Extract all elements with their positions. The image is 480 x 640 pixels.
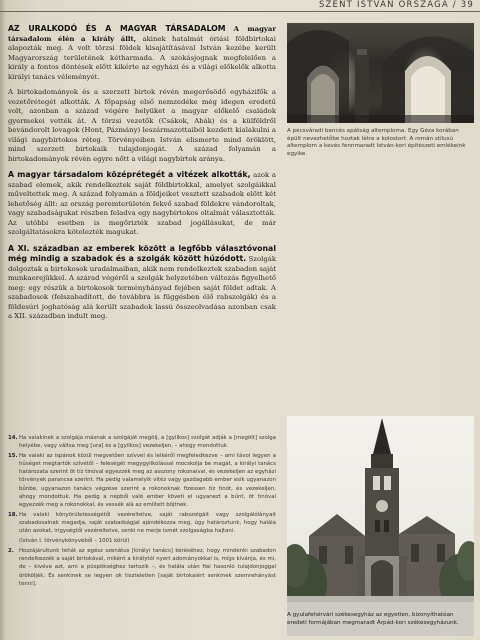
- note-text: Ha valaki könyörületességétől vezéreltetve, saját rabszolgáit vagy szolgálólányait szabadosainak megadja, saját szabadságjal ajándékozza meg, úgy határoztunk, hogy halála után azokat, irigységtől vezéreltetve, senki ne merje ismét szolgaságba hajtani.: [19, 511, 276, 535]
- cathedral-illustration: [287, 416, 474, 636]
- section-title: AZ URALKODÓ ÉS A MAGYAR TÁRSADALOM: [8, 24, 226, 33]
- paragraph-4-lead: A XI. században az emberek között a legfőbb választóvonal még mindig a szabadok és a szolgák között húzódott.: [8, 243, 276, 263]
- source-note: [8, 547, 276, 587]
- cathedral-photo-caption: A gyulafehérvári székesegyház az egyetlen, bizonyíthatóan eredeti formájában megmaradt Árpád-kori székesegyházunk.: [287, 612, 459, 626]
- note-number: 18.: [8, 511, 18, 518]
- source-notes: [8, 434, 276, 590]
- note-number: 14.: [8, 435, 18, 441]
- paragraph-1: [8, 24, 276, 82]
- crypt-photo: [287, 23, 474, 123]
- paragraph-3-lead: A magyar társadalom középrétegét a vitézek alkották,: [8, 170, 251, 179]
- running-header: [0, 0, 480, 12]
- note-text: Ha valakinek a szolgája másnak a szolgáját megölj, a [gyilkos] szolgát adják a [megölt] szolga helyébe, vagy váltsa meg [ura] és a [gyilkos] vezekeljen, – ahogy mondottuk.: [19, 435, 276, 450]
- note-text: Hozzájárultunk tehát az egész szenátus [királyi tanács] kéréséhez, hogy mindenki szabadon rendelkezzék a saját birtokával, miként a királytól nyert adományokkal is, mígs kívánja, és mi, de – kivéve azt, ami a püspökséghez tartozik –, és halála után fiai hasonló tulajdonjoggal örököljék. És senkinek se legyen ok tiszteletlen [saját birtokaiért senkinek szemrehányást tenni].: [19, 548, 276, 587]
- source-attribution: [8, 537, 276, 545]
- source-note: [8, 511, 276, 535]
- running-title: SZENT ISTVÁN ORSZÁGA / 39: [318, 0, 474, 10]
- note-text: Ha valaki az ispánok közül megvetően szívvel és lelkéről megfeledkezve – ami távol legyen a hűséget megtartók szívétől – feleségét megygyilkolással mocskolja be magát, a királyi tanács határozata szerint öt tíz tinóval egyezzék meg az asszony rokonaival, és vezekeljen az egyházi törvények parancsa szerint. Ha pedig valamelyik vitéz vagy gazdagabb ember esik ugyanazon bűnbe, ugyanazon tanács végzése szerint a rokonoknak fizessen tíz tinót, és vezekeljen, ahogy mondottuk. Ha pedig a népből való ember követi el ugyanezt a bűnt, öt tinóval egyezzék meg a rokonokkal, és vessék alá az említett böjtnek.: [19, 453, 276, 508]
- source-note: [8, 434, 276, 450]
- note-number: 15.: [8, 453, 18, 460]
- source-note: [8, 452, 276, 509]
- paragraph-4: [8, 244, 276, 322]
- cathedral-photo: [287, 416, 474, 636]
- paragraph-3-body: azok a szabad elemek, akik rendelkeztek saját földbirtokkal, amelyet szolgáikkal műveltettek meg. A század folyamán a földjeiket vesztett szabadok előtt két lehetőség állt: az ország peremterületén fekvő szabad földekre vándoroltak, vagy szabadságukat részben feladva egy nagybirtokos oltalmát választották. Az utóbbi esetben is megőrizték szabad jogállásukat, de már szolgáltatásokra kötelezték magukat.: [8, 171, 276, 236]
- note-text: (István I. törvénykönyvéből – 1001 körül): [19, 538, 130, 545]
- main-text-column: [8, 24, 276, 328]
- crypt-arches-illustration: [287, 23, 474, 123]
- paragraph-1-body: akinek hatalmát óriási földbirtokai alapozták meg. A volt törzsi földek kisajátításával István kezébe került Magyarország területének kétharmada. A szokásjognak megfelelően a király a fontos döntések előtt kikérte az egyházi és a világi előkelők alkotta királyi tanács véleményét.: [8, 34, 276, 81]
- paragraph-2: A birtokadományok és a szerzett birtok révén megerősödő egyházifők a vezetőrétegét alkották. A főpapság első nemzedéke még idegen eredetű volt, azonban a század végére helyüket a magyar előkelő családok gyermekei vették át. A törzsi vezetők (Csákok, Abák) és a külföldről bevándorolt lovagok (Hont, Pázmány) leszármazottaiból kezdett kialakulni a világi nagybirtokos réteg. Törvényeiben István elismerte mind öröklött, mind szerzett birtokaik tulajdonjogát. A század folyamán a birtokadományok révén egyre nőtt a világi nagybirtok aránya.: [8, 88, 276, 163]
- paragraph-1-lead: A magyar társadalom élén a király állt,: [8, 25, 277, 43]
- page-gutter-shadow: [0, 0, 6, 640]
- note-number: 2.: [8, 548, 14, 555]
- paragraph-3: [8, 170, 276, 238]
- paragraph-4-body: Szolgák dolgoztak a birtokosok uradalmaiban, akik nem rendelkeztek szabadon saját munkaerejükkel. A szárad végéről a szolgák helyzetében változás figyelhető meg: egy részük a birtokosok terményhányad fejében saját földet adtak. A szabadosok (felszabadított, de továbbra is függésben élő rabszolgák) és a földesúri joghatóság alá került szabadok lassú összeolvadása azonban csak a XII. században indult meg.: [8, 255, 277, 320]
- crypt-photo-caption: A pécsváradi bencés apátság altemploma. Egy Géza korában épült nevezhetőbe hoztak létre a kolostort. A román stílusú altemplom a kevés fennmaradt István-kori építészeti emlékeink egyike.: [287, 128, 466, 157]
